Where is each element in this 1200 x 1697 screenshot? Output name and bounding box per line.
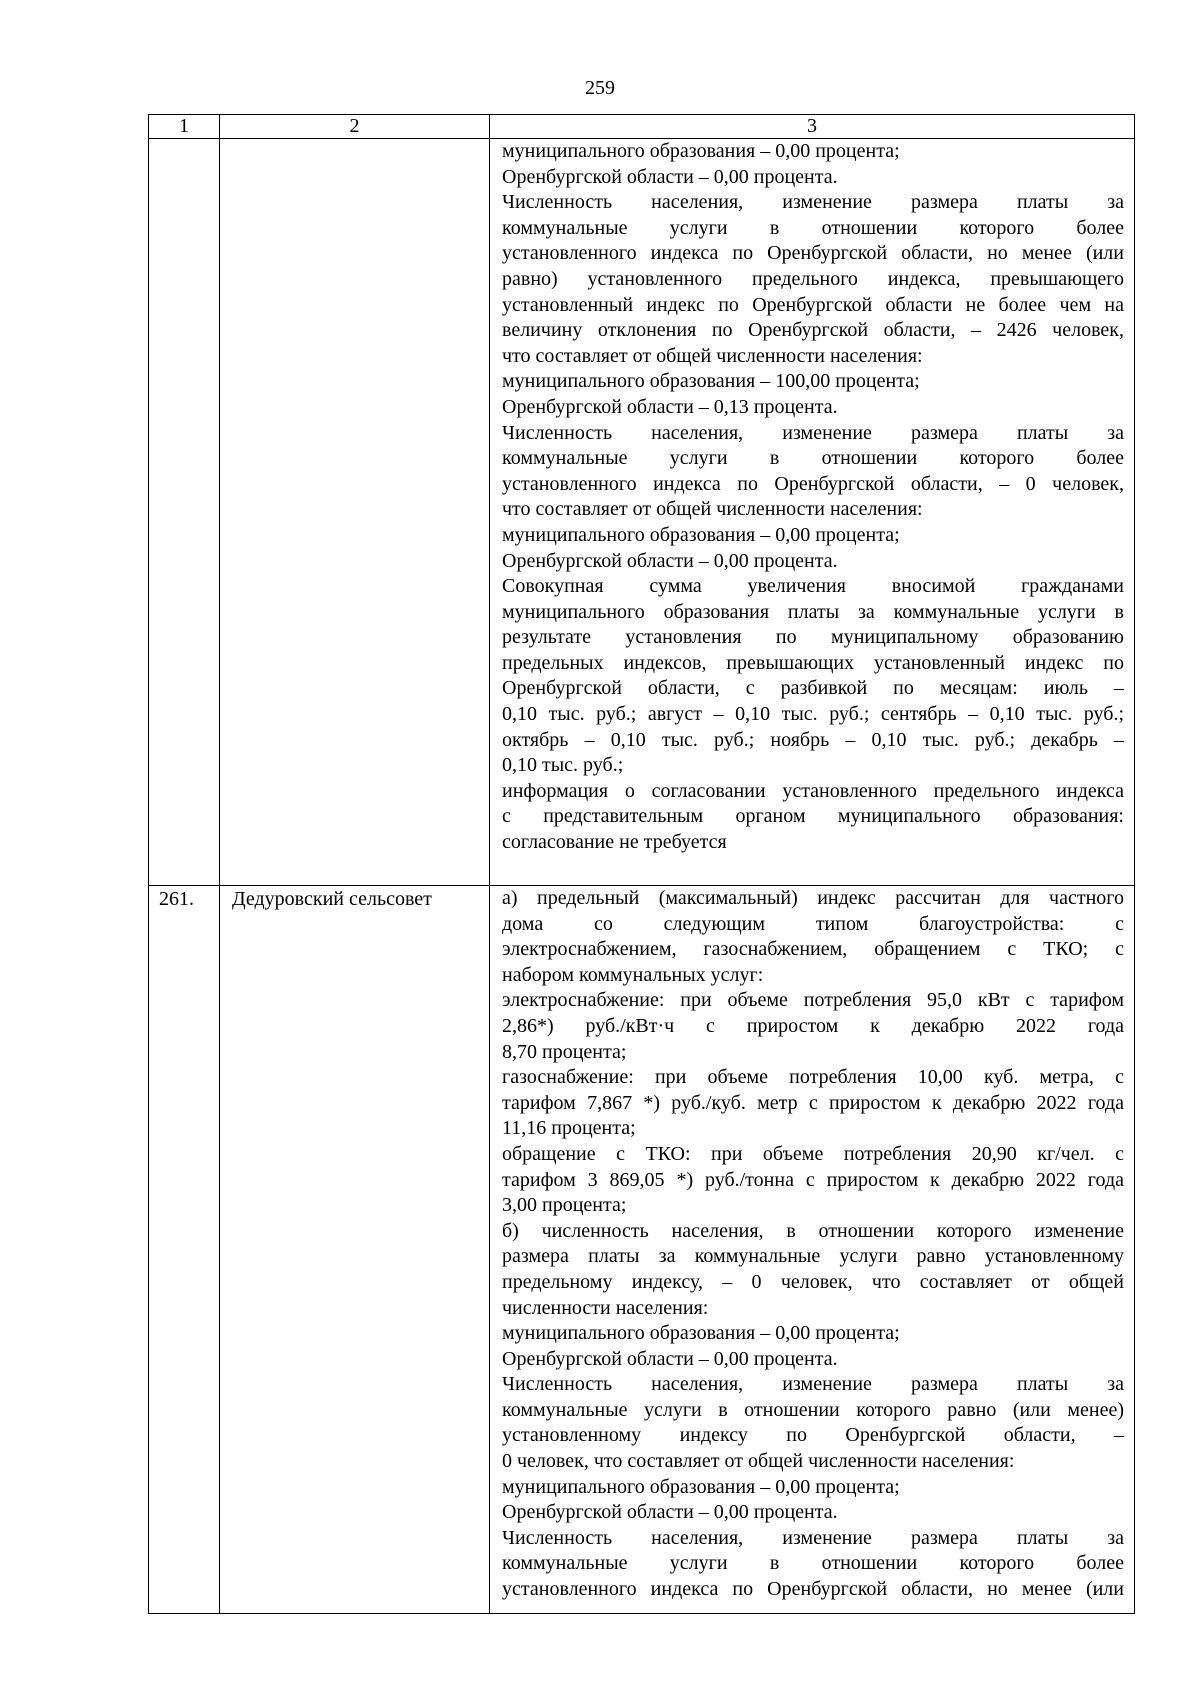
text-line: что составляет от общей численности населения: [502,498,923,521]
text-line: 0,10 тыс. руб.; август – 0,10 тыс. руб.; сентябрь – 0,10 тыс. руб.; [502,703,1124,726]
text-line: тарифом 3 869,05 *) руб./тонна с приростом к декабрю 2022 года [502,1168,1124,1191]
text-line: Численность населения, изменение размера платы за [502,1373,1124,1396]
text-line: установленного индекса по Оренбургской области, – 0 человек, [502,472,1124,495]
text-line: равно) установленного предельного индекса, превышающего [502,267,1124,290]
text-line: муниципального образования платы за коммунальные услуги в [502,600,1124,623]
text-line: результате установления по муниципальному образованию [502,626,1124,649]
text-line: 3,00 процента; [502,1194,627,1217]
text-line: численности населения: [502,1296,709,1319]
text-line: обращение с ТКО: при объеме потребления 20,90 кг/чел. с [502,1142,1124,1165]
text-line: электроснабжение: при объеме потребления 95,0 кВт с тарифом [502,989,1124,1012]
text-line: Совокупная сумма увеличения вносимой гражданами [502,575,1124,598]
municipality-name-cell [220,139,490,886]
text-line: Оренбургской области – 0,00 процента. [502,1501,838,1524]
table-row [149,139,1135,886]
description-text [502,886,1124,1603]
text-line: 0,10 тыс. руб.; [502,754,624,777]
text-line: Оренбургской области – 0,00 процента. [502,549,838,572]
text-line: коммунальные услуги в отношении которого более [502,447,1124,470]
text-line: предельному индексу, – 0 человек, что составляет от общей [502,1270,1124,1293]
page-number: 259 [585,77,615,99]
text-line: установленного индекса по Оренбургской области, но менее (или [502,242,1124,265]
text-line: Численность населения, изменение размера платы за [502,191,1124,214]
description-text [502,139,1124,856]
text-line: 2,86*) руб./кВт·ч с приростом к декабрю 2022 года [502,1014,1124,1037]
text-line: тарифом 7,867 *) руб./куб. метр с приростом к декабрю 2022 года [502,1091,1124,1114]
text-line: муниципального образования – 0,00 процента; [502,1322,900,1345]
text-line: 0 человек, что составляет от общей численности населения: [502,1450,1015,1473]
text-line: Оренбургской области – 0,13 процента. [502,395,838,418]
text-line: установленного индекса по Оренбургской области, но менее (или [502,1578,1124,1601]
text-line: с представительным органом муниципального образования: [502,805,1124,828]
text-line: муниципального образования – 100,00 процента; [502,370,920,393]
text-line: 11,16 процента; [502,1117,636,1140]
text-line: 8,70 процента; [502,1040,627,1063]
text-line: предельных индексов, превышающих установленный индекс по [502,651,1124,674]
row-number-cell [149,139,220,886]
text-line: дома со следующим типом благоустройства: с [502,912,1124,935]
text-line: электроснабжением, газоснабжением, обращением с ТКО; с [502,938,1124,961]
text-line: а) предельный (максимальный) индекс рассчитан для частного [502,887,1124,909]
text-line: установленный индекс по Оренбургской области не более чем на [502,293,1124,316]
text-line: согласование не требуется [502,831,727,854]
text-line: установленному индексу по Оренбургской области, – [502,1424,1124,1447]
text-line: информация о согласовании установленного предельного индекса [502,779,1124,802]
description-cell [490,886,1135,1614]
text-line: Численность населения, изменение размера платы за [502,421,1124,444]
text-line: коммунальные услуги в отношении которого более [502,216,1124,239]
text-line: муниципального образования – 0,00 процента; [502,1475,900,1498]
text-line: размера платы за коммунальные услуги равно установленному [502,1245,1124,1268]
column-header-3: 3 [490,115,1135,139]
text-line: Оренбургской области, с разбивкой по месяцам: июль – [502,677,1124,700]
table-row [149,886,1135,1614]
text-line: коммунальные услуги в отношении которого более [502,1552,1124,1575]
column-header-1: 1 [149,115,220,139]
text-line: величину отклонения по Оренбургской области, – 2426 человек, [502,319,1124,342]
table-header-row [149,115,1135,139]
text-line: что составляет от общей численности населения: [502,344,923,367]
text-line: газоснабжение: при объеме потребления 10,00 куб. метра, с [502,1066,1124,1089]
row-number-cell: 261. [149,886,220,1614]
description-cell [490,139,1135,886]
data-table [148,114,1135,1614]
text-line: муниципального образования – 0,00 процента; [502,140,900,162]
text-line: октябрь – 0,10 тыс. руб.; ноябрь – 0,10 тыс. руб.; декабрь – [502,728,1124,751]
text-line: б) численность населения, в отношении которого изменение [502,1219,1124,1242]
text-line: коммунальные услуги в отношении которого равно (или менее) [502,1398,1124,1421]
text-line: набором коммунальных услуг: [502,963,764,986]
text-line: Оренбургской области – 0,00 процента. [502,165,838,188]
text-line: муниципального образования – 0,00 процента; [502,523,900,546]
text-line: Численность населения, изменение размера платы за [502,1526,1124,1549]
column-header-2: 2 [220,115,490,139]
text-line: Оренбургской области – 0,00 процента. [502,1347,838,1370]
municipality-name-cell: Дедуровский сельсовет [220,886,490,1614]
